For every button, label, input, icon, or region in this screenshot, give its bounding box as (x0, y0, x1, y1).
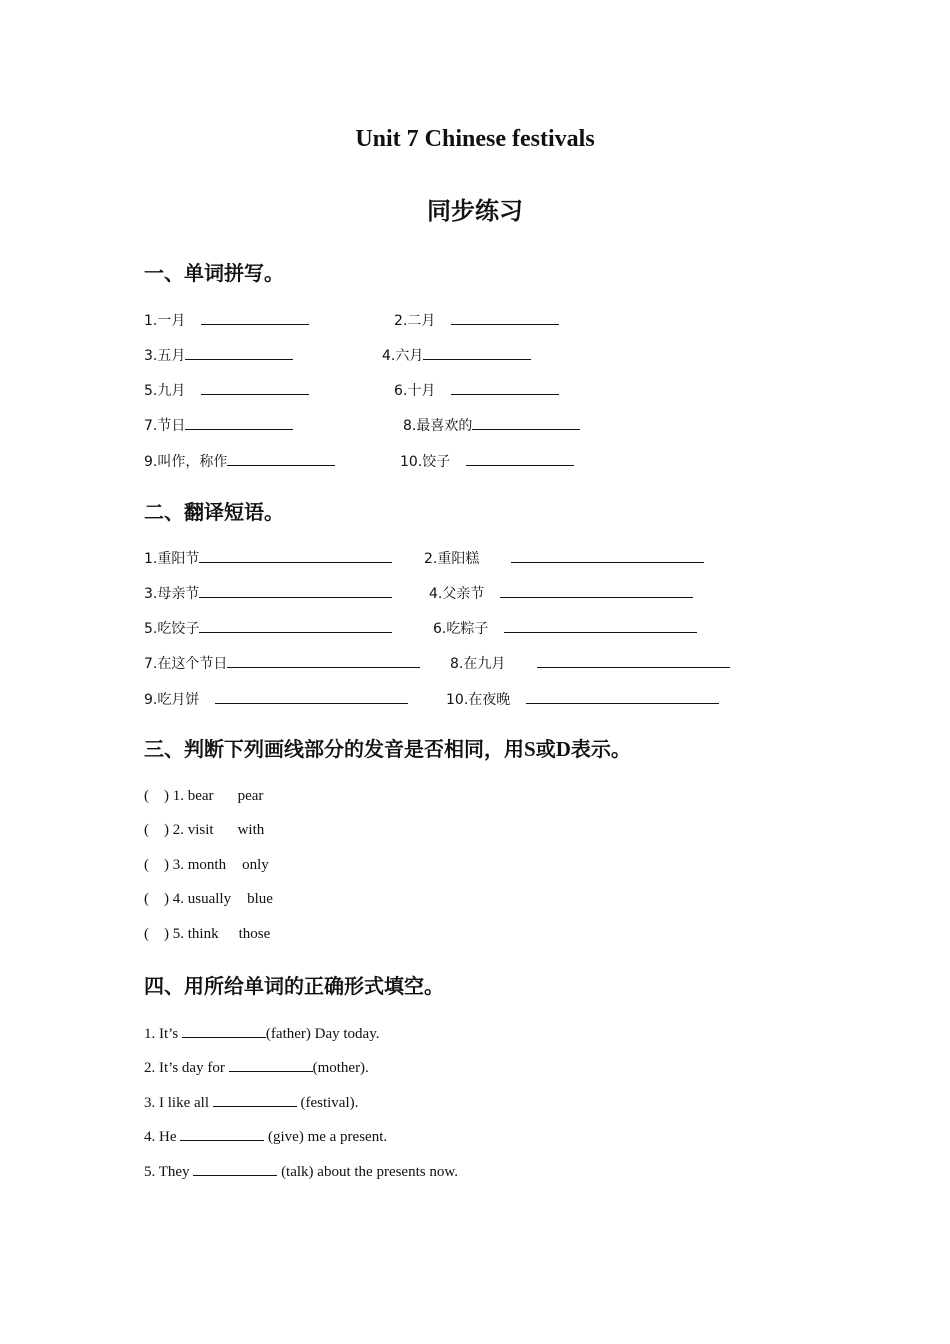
s1-item-4: 4.六月 (382, 345, 531, 365)
s2-item-1: 1.重阳节 (144, 548, 392, 568)
s1-item-9: 9.叫作，称作 (144, 451, 335, 471)
s2-blank-10[interactable] (526, 689, 719, 704)
s1-item-10: 10.饺子 (400, 451, 574, 471)
s1-blank-10[interactable] (466, 451, 574, 466)
s1-item-5: 5.九月 (144, 380, 309, 400)
s2-item-9: 9.吃月饼 (144, 689, 408, 709)
s4-blank-4[interactable] (180, 1126, 264, 1141)
s1-item-1: 1.一月 (144, 310, 309, 330)
s4-item-1: 1. It’s (father) Day today. (144, 1023, 379, 1043)
s2-item-2: 2.重阳糕 (424, 548, 704, 568)
s4-item-4: 4. He (give) me a present. (144, 1126, 387, 1146)
s3-bracket-1[interactable]: ( (144, 788, 164, 804)
s2-item-10: 10.在夜晚 (446, 689, 719, 709)
s2-blank-3[interactable] (199, 583, 392, 598)
section1-heading: 一、单词拼写。 (144, 261, 284, 285)
s2-blank-7[interactable] (227, 653, 420, 668)
s1-blank-6[interactable] (451, 380, 559, 395)
s2-blank-6[interactable] (504, 618, 697, 633)
s1-blank-8[interactable] (472, 415, 580, 430)
s2-item-4: 4.父亲节 (429, 583, 693, 603)
s4-item-3: 3. I like all (festival). (144, 1092, 358, 1112)
s3-bracket-2[interactable]: ( (144, 822, 164, 838)
page-subtitle: 同步练习 (427, 197, 523, 225)
s1-item-6: 6.十月 (394, 380, 559, 400)
s3-bracket-5[interactable]: ( (144, 926, 164, 942)
s2-item-6: 6.吃粽子 (433, 618, 697, 638)
s4-item-2: 2. It’s day for (mother). (144, 1057, 369, 1077)
section4-heading: 四、用所给单词的正确形式填空。 (144, 974, 444, 998)
s1-item-7: 7.节日 (144, 415, 293, 435)
s2-blank-4[interactable] (500, 583, 693, 598)
s3-item-3: ( ) 3. month only (144, 857, 269, 873)
section2-heading: 二、翻译短语。 (144, 500, 284, 524)
s1-blank-3[interactable] (185, 345, 293, 360)
s1-item-3: 3.五月 (144, 345, 293, 365)
s3-item-4: ( ) 4. usually blue (144, 891, 273, 907)
s2-blank-9[interactable] (215, 689, 408, 704)
s4-blank-2[interactable] (229, 1057, 313, 1072)
s2-item-7: 7.在这个节日 (144, 653, 420, 673)
s4-blank-1[interactable] (182, 1023, 266, 1038)
s1-blank-5[interactable] (201, 380, 309, 395)
s3-item-1: ( ) 1. bear pear (144, 788, 264, 804)
s2-item-5: 5.吃饺子 (144, 618, 392, 638)
s1-blank-1[interactable] (201, 310, 309, 325)
s3-item-2: ( ) 2. visit with (144, 822, 265, 838)
s1-item-2: 2.二月 (394, 310, 559, 330)
s3-bracket-3[interactable]: ( (144, 857, 164, 873)
s2-blank-8[interactable] (537, 653, 730, 668)
s2-blank-5[interactable] (199, 618, 392, 633)
s3-bracket-4[interactable]: ( (144, 891, 164, 907)
s1-blank-4[interactable] (423, 345, 531, 360)
section3-heading: 三、判断下列画线部分的发音是否相同，用S或D表示。 (144, 737, 631, 761)
s4-item-5: 5. They (talk) about the presents now. (144, 1161, 458, 1181)
s1-blank-9[interactable] (227, 451, 335, 466)
s4-blank-3[interactable] (213, 1092, 297, 1107)
s1-blank-7[interactable] (185, 415, 293, 430)
page-title: Unit 7 Chinese festivals (355, 126, 595, 152)
s4-blank-5[interactable] (193, 1161, 277, 1176)
s1-blank-2[interactable] (451, 310, 559, 325)
s2-blank-2[interactable] (511, 548, 704, 563)
s2-item-3: 3.母亲节 (144, 583, 392, 603)
s2-item-8: 8.在九月 (450, 653, 730, 673)
s2-blank-1[interactable] (199, 548, 392, 563)
s1-item-8: 8.最喜欢的 (403, 415, 580, 435)
s3-item-5: ( ) 5. think those (144, 926, 271, 942)
